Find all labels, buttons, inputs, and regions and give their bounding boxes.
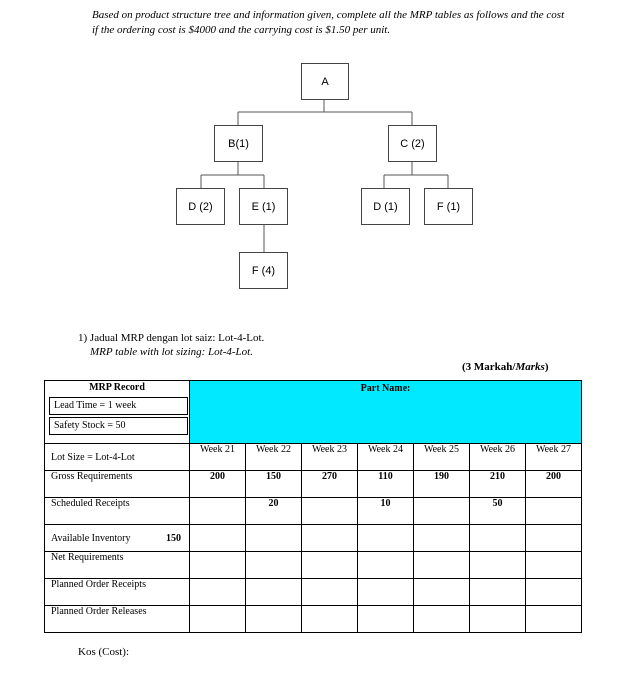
scheduled-value[interactable]	[190, 498, 246, 525]
tree-node-f-under-c: F (1)	[424, 188, 473, 225]
net-cell[interactable]	[470, 552, 526, 579]
net-cell[interactable]	[246, 552, 302, 579]
question-1-malay: 1) Jadual MRP dengan lot saiz: Lot-4-Lot.	[78, 332, 265, 344]
planned-order-releases-label: Planned Order Releases	[45, 606, 190, 633]
por-cell[interactable]	[414, 579, 470, 606]
scheduled-value[interactable]: 20	[246, 498, 302, 525]
intro-text: Based on product structure tree and information given, complete all the MRP tables as follows and the cost if the ordering cost is $4000 and the carrying cost is $1.50 per unit.	[92, 9, 565, 36]
gross-value: 150	[246, 471, 302, 498]
safety-stock: Safety Stock = 50	[49, 417, 188, 435]
net-cell[interactable]	[358, 552, 414, 579]
por-cell[interactable]	[526, 579, 582, 606]
por-cell[interactable]	[246, 579, 302, 606]
cost-label: Kos (Cost):	[78, 646, 130, 658]
scheduled-value[interactable]	[302, 498, 358, 525]
week-header: Week 26	[470, 444, 526, 471]
por-cell[interactable]	[190, 579, 246, 606]
planned-order-releases-row	[45, 606, 582, 633]
lead-time: Lead Time = 1 week	[49, 397, 188, 415]
porl-cell[interactable]	[414, 606, 470, 633]
gross-requirements-row	[45, 471, 582, 498]
lot-size: Lot Size = Lot-4-Lot	[45, 444, 190, 471]
gross-value: 210	[470, 471, 526, 498]
tree-node-f-under-e: F (4)	[239, 252, 288, 289]
porl-cell[interactable]	[470, 606, 526, 633]
week-header: Week 24	[358, 444, 414, 471]
question-1-english: MRP table with lot sizing: Lot-4-Lot.	[90, 346, 253, 358]
tree-node-d-under-b: D (2)	[176, 188, 225, 225]
gross-value: 110	[358, 471, 414, 498]
porl-cell[interactable]	[358, 606, 414, 633]
available-cell[interactable]	[246, 525, 302, 552]
mrp-record-header: MRP Record Lead Time = 1 week Safety Stock = 50	[45, 381, 190, 444]
net-cell[interactable]	[190, 552, 246, 579]
available-cell[interactable]	[414, 525, 470, 552]
available-cell[interactable]	[358, 525, 414, 552]
net-requirements-row	[45, 552, 582, 579]
por-cell[interactable]	[358, 579, 414, 606]
question-1	[78, 331, 264, 359]
available-cell[interactable]	[526, 525, 582, 552]
available-inventory-row	[45, 525, 582, 552]
planned-order-receipts-row	[45, 579, 582, 606]
tree-node-e: E (1)	[239, 188, 288, 225]
week-header: Week 23	[302, 444, 358, 471]
week-header: Week 22	[246, 444, 302, 471]
scheduled-value[interactable]	[414, 498, 470, 525]
mrp-table	[44, 380, 582, 633]
week-header: Week 27	[526, 444, 582, 471]
scheduled-value[interactable]: 50	[470, 498, 526, 525]
available-inventory-label: Available Inventory 150	[45, 525, 190, 552]
week-header: Week 25	[414, 444, 470, 471]
gross-value: 190	[414, 471, 470, 498]
gross-value: 200	[526, 471, 582, 498]
porl-cell[interactable]	[526, 606, 582, 633]
tree-node-b: B(1)	[214, 125, 263, 162]
net-cell[interactable]	[302, 552, 358, 579]
available-cell[interactable]	[302, 525, 358, 552]
tree-node-c: C (2)	[388, 125, 437, 162]
por-cell[interactable]	[470, 579, 526, 606]
scheduled-value[interactable]: 10	[358, 498, 414, 525]
initial-inventory: 150	[166, 532, 181, 544]
por-cell[interactable]	[302, 579, 358, 606]
marks-label: (3 Markah/Marks)	[462, 361, 549, 373]
gross-value: 270	[302, 471, 358, 498]
available-cell[interactable]	[190, 525, 246, 552]
porl-cell[interactable]	[190, 606, 246, 633]
scheduled-value[interactable]	[526, 498, 582, 525]
product-structure-tree	[0, 0, 630, 320]
available-cell[interactable]	[470, 525, 526, 552]
net-cell[interactable]	[414, 552, 470, 579]
planned-order-receipts-label: Planned Order Receipts	[45, 579, 190, 606]
tree-node-d-under-c: D (1)	[361, 188, 410, 225]
part-name-cell[interactable]: Part Name:	[190, 381, 582, 444]
net-requirements-label: Net Requirements	[45, 552, 190, 579]
porl-cell[interactable]	[302, 606, 358, 633]
gross-value: 200	[190, 471, 246, 498]
net-cell[interactable]	[526, 552, 582, 579]
scheduled-receipts-row	[45, 498, 582, 525]
week-header: Week 21	[190, 444, 246, 471]
gross-requirements-label: Gross Requirements	[45, 471, 190, 498]
tree-node-a: A	[301, 63, 349, 100]
porl-cell[interactable]	[246, 606, 302, 633]
scheduled-receipts-label: Scheduled Receipts	[45, 498, 190, 525]
